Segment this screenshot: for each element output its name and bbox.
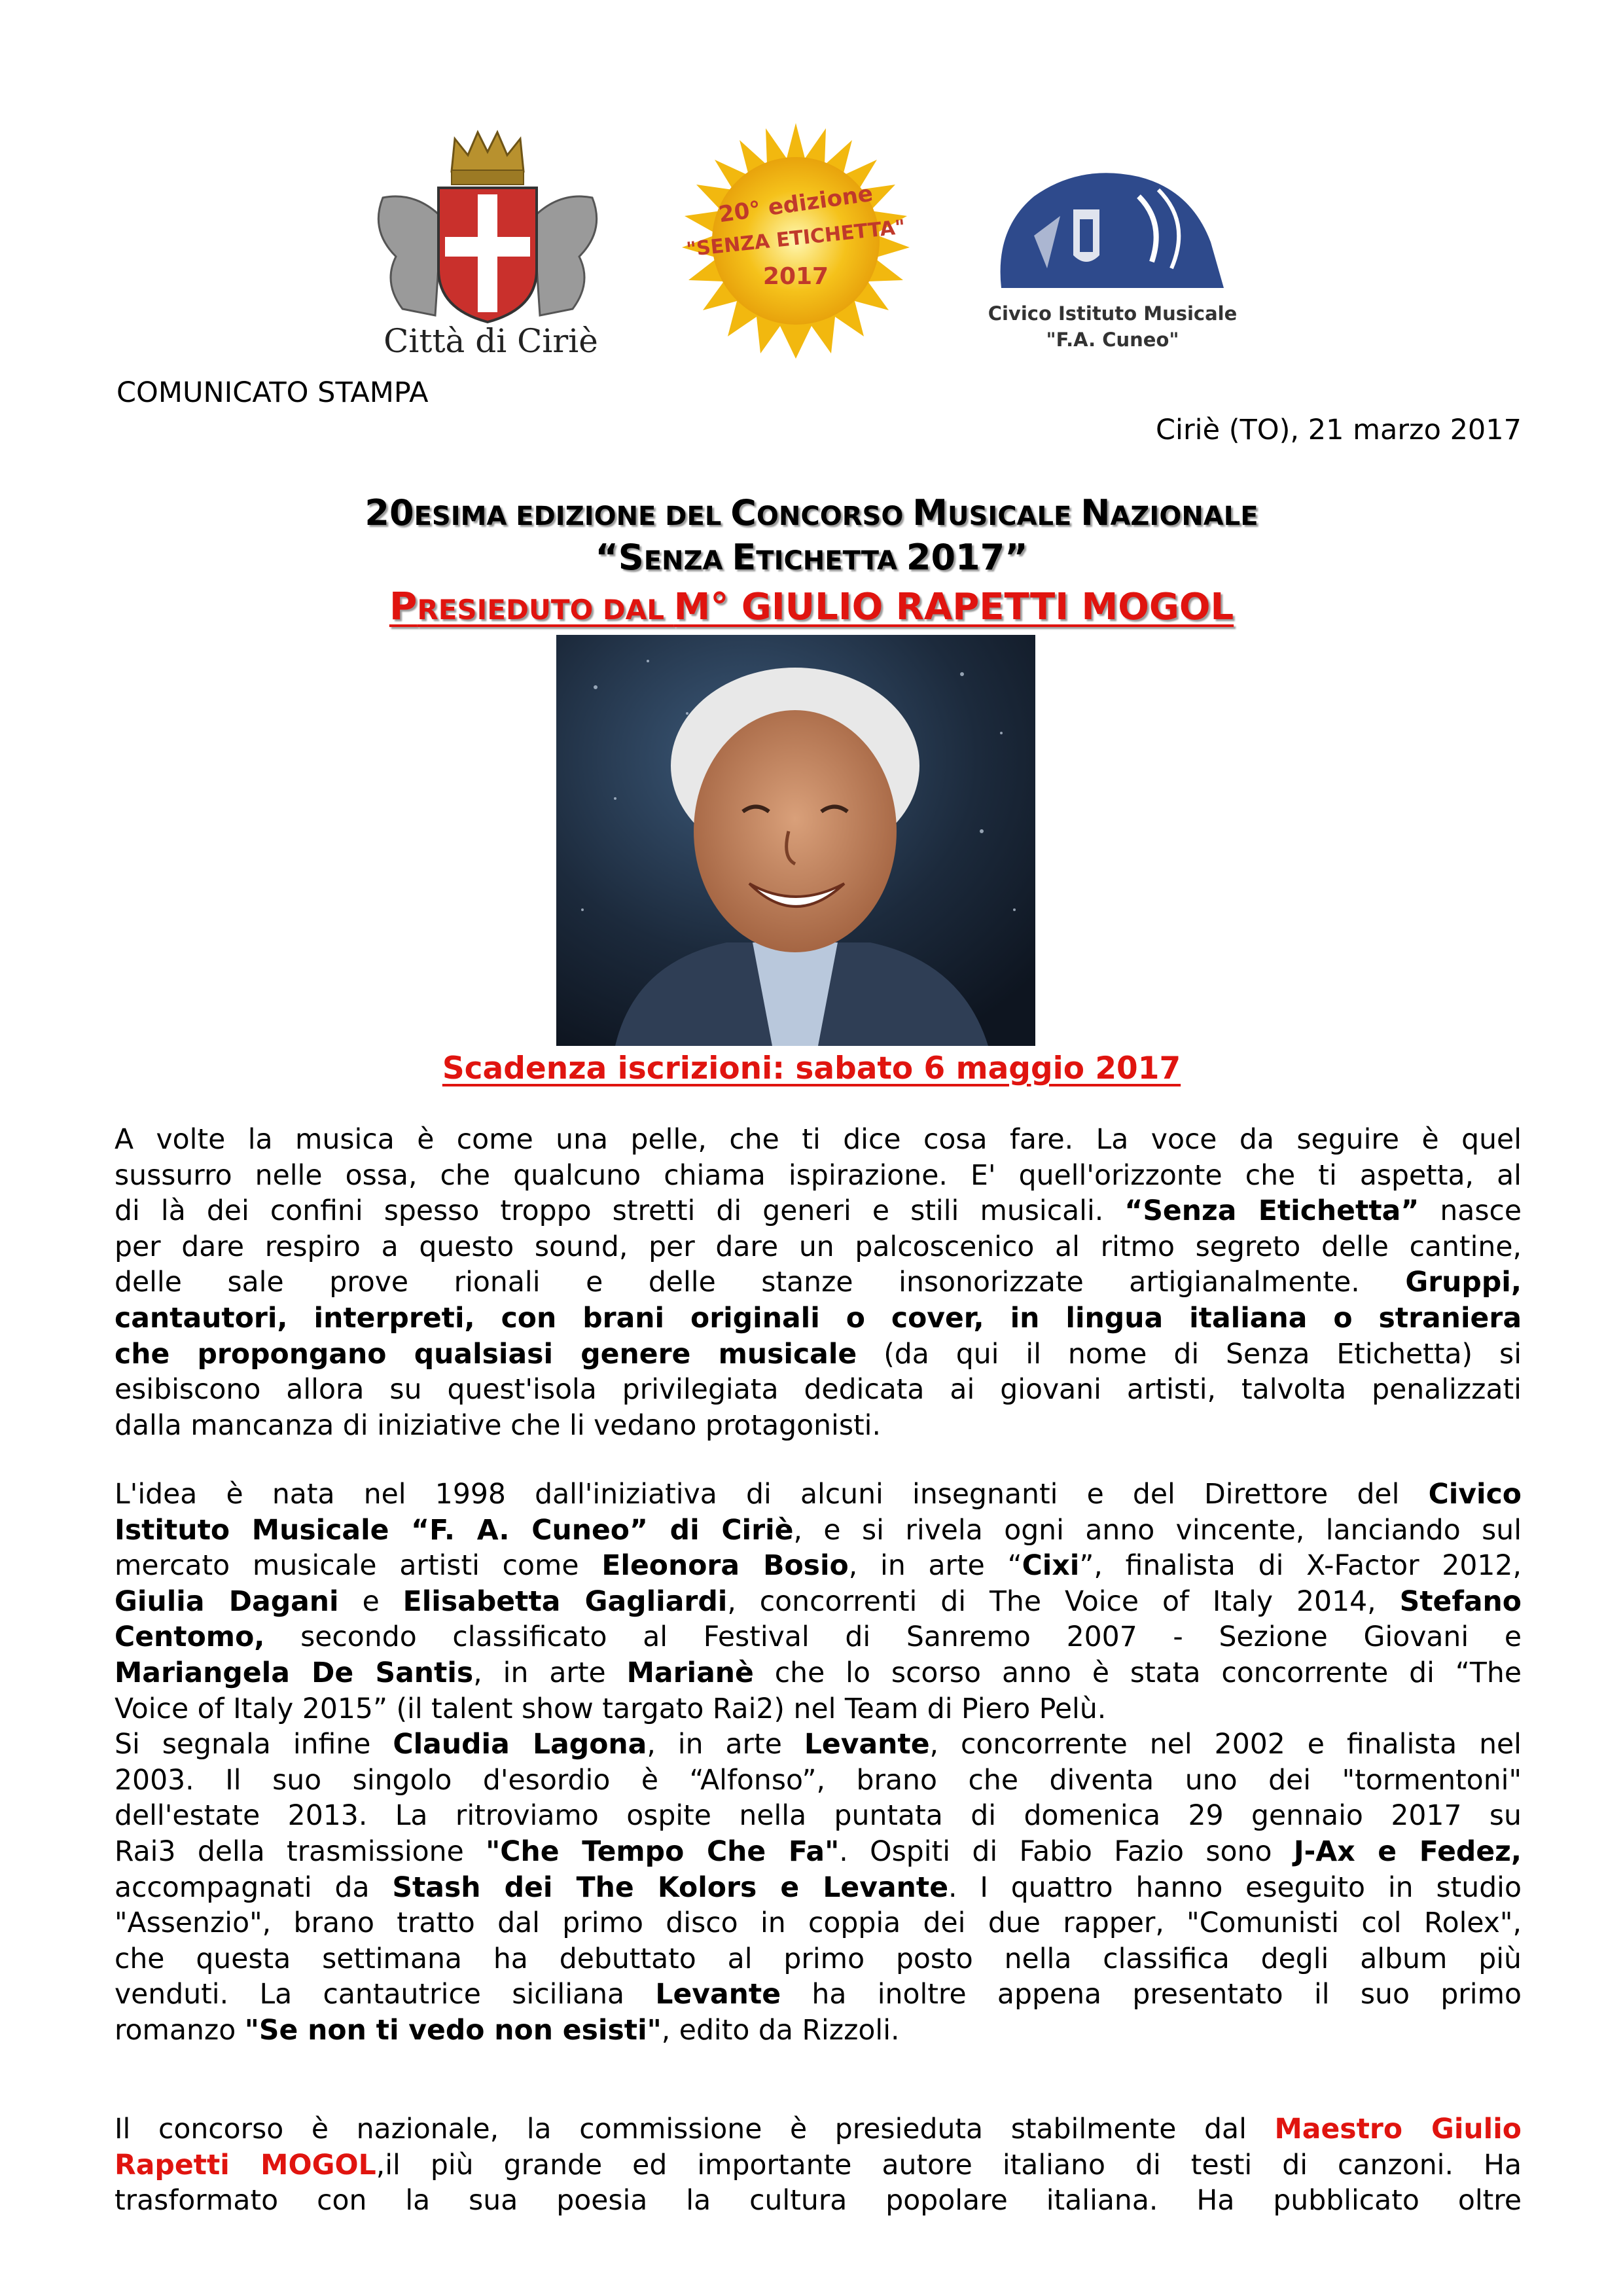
text-line: A volte la musica è come una pelle, che ti dice cosa fare. La voce da seguire è quel [115,1124,1522,1156]
text-line: dalla mancanza di iniziative che li vedano protagonisti. [115,1409,881,1442]
portrait-photo [556,635,1035,1046]
text-line: Istituto Musicale “F. A. Cuneo” di Ciriè, e si rivela ogni anno vincente, lanciando sul [115,1514,1522,1547]
text-line: Si segnala infine Claudia Lagona, in arte Levante, concorrente nel 2002 e finalista nel [115,1729,1522,1761]
dateline: Ciriè (TO), 21 marzo 2017 [1156,414,1522,446]
press-release-label: COMUNICATO STAMPA [116,376,429,409]
text-line: Il concorso è nazionale, la commissione è presieduta stabilmente dal Maestro Giulio [115,2113,1522,2145]
title-line-3: PRESIEDUTO DAL M° GIULIO RAPETTI MOGOL [389,584,1234,628]
cirie-caption: Città di Ciriè [383,322,598,360]
citta-di-cirie-logo [357,119,618,363]
text-line: sussurro nelle ossa, che qualcuno chiama ispirazione. E' quell'orizzonte che ti aspetta, al [115,1159,1522,1192]
text-line: esibiscono allora su quest'isola privilegiata dedicata ai giovani artisti, talvolta penalizzati [115,1374,1522,1407]
text-line: venduti. La cantautrice siciliana Levante ha inoltre appena presentato il suo primo [115,1979,1522,2011]
title-line-1: 20ESIMA EDIZIONE DEL CONCORSO MUSICALE NAZIONALE [365,492,1258,533]
paragraph-commission [115,2112,1522,2219]
senza-logo-line2: "SENZA ETICHETTA" [685,215,906,262]
lyre-emblem-icon [975,157,1250,295]
portrait-image [556,635,1035,1046]
text-line: dell'estate 2013. La ritroviamo ospite nella puntata di domenica 29 gennaio 2017 su [115,1800,1522,1833]
paragraph-history [115,1477,1522,2049]
text-line: romanzo "Se non ti vedo non esisti", edito da Rizzoli. [115,2014,900,2047]
text-line: Giulia Dagani e Elisabetta Gagliardi, concorrenti di The Voice of Italy 2014, Stefano [115,1585,1522,1618]
civico-caption-line2: "F.A. Cuneo" [1046,329,1179,351]
text-line: Voice of Italy 2015” (il talent show targato Rai2) nel Team di Piero Pelù. [115,1693,1107,1725]
text-line: cantautori, interpreti, con brani originali o cover, in lingua italiana o straniera [115,1302,1522,1335]
text-line: 2003. Il suo singolo d'esordio è “Alfonso”, brano che diventa uno dei "tormentoni" [115,1764,1522,1797]
civico-caption-line1: Civico Istituto Musicale [988,302,1238,325]
civico-istituto-logo [975,157,1250,360]
paragraph-intro [115,1122,1522,1444]
text-line: per dare respiro a questo sound, per dare un palcoscenico al ritmo segreto delle cantine, [115,1230,1522,1263]
text-line: che propongano qualsiasi genere musicale (da qui il nome di Senza Etichetta) si [115,1338,1522,1371]
text-line: Rapetti MOGOL,il più grande ed importante autore italiano di testi di canzoni. Ha [115,2149,1522,2181]
text-line: Mariangela De Santis, in arte Marianè che lo scorso anno è stata concorrente di “The [115,1657,1522,1689]
text-line: L'idea è nata nel 1998 dall'iniziativa di alcuni insegnanti e del Direttore del Civico [115,1479,1522,1511]
text-line: delle sale prove rionali e delle stanze insonorizzate artigianalmente. Gruppi, [115,1266,1522,1299]
senza-etichetta-logo [674,119,918,363]
text-line: trasformato con la sua poesia la cultura popolare italiana. Ha pubblicato oltre [115,2185,1522,2217]
title-line-2: “SENZA ETICHETTA 2017” [595,537,1028,578]
senza-logo-line3: 2017 [762,263,829,290]
text-line: "Assenzio", brano tratto dal primo disco in coppia dei due rapper, "Comunisti col Rolex", [115,1907,1522,1940]
senza-logo-line1: 20° edizione [717,180,875,228]
deadline-heading: Scadenza iscrizioni: sabato 6 maggio 2017 [442,1050,1181,1086]
text-line: Rai3 della trasmissione "Che Tempo Che Fa". Ospiti di Fabio Fazio sono J-Ax e Fedez, [115,1835,1522,1868]
text-line: di là dei confini spesso troppo stretti di generi e stili musicali. “Senza Etichetta” nasce [115,1195,1522,1228]
text-line: accompagnati da Stash dei The Kolors e Levante. I quattro hanno eseguito in studio [115,1871,1522,1904]
text-line: mercato musicale artisti come Eleonora Bosio, in arte “Cixi”, finalista di X-Factor 2012, [115,1550,1522,1583]
text-line: Centomo, secondo classificato al Festival di Sanremo 2007 - Sezione Giovani e [115,1621,1522,1654]
text-line: che questa settimana ha debuttato al primo posto nella classifica degli album più [115,1943,1522,1975]
